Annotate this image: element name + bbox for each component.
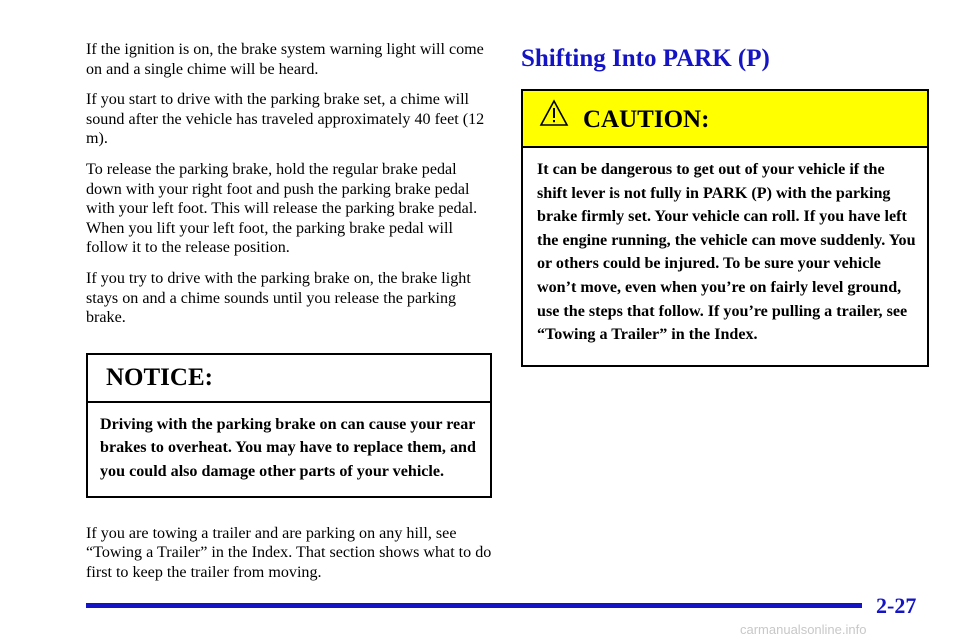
right-column bbox=[521, 40, 929, 367]
paragraph-towing-trailer: If you are towing a trailer and are parking on any hill, see “Towing a Trailer” in the Index. That section shows what to do first to keep the trailer from moving. bbox=[86, 524, 492, 581]
caution-box bbox=[521, 89, 929, 367]
paragraph-chime-travel: If you start to drive with the parking brake set, a chime will sound after the vehicle has traveled approximately 40 feet (12 m). bbox=[86, 91, 485, 148]
notice-box bbox=[86, 353, 492, 498]
watermark: carmanualsonline.info bbox=[740, 622, 867, 637]
page-number: 2-27 bbox=[876, 593, 917, 618]
warning-triangle-icon bbox=[539, 99, 569, 127]
caution-title: CAUTION: bbox=[583, 106, 710, 133]
caution-body: It can be dangerous to get out of your vehicle if the shift lever is not fully in PARK (P) with the parking brake firmly set. Your vehicle can roll. If you have left the engine running, the vehicle can move suddenly. You or others could be injured. To be sure your vehicle won’t move, even when you’re on fairly level ground, use the steps that follow. If you’re pulling a trailer, see “Towing a Trailer” in the Index. bbox=[537, 161, 916, 344]
notice-body: Driving with the parking brake on can cause your rear brakes to overheat. You may have to replace them, and you could also damage other parts of your vehicle. bbox=[100, 415, 476, 480]
section-title: Shifting Into PARK (P) bbox=[521, 45, 770, 72]
caution-header bbox=[523, 91, 927, 148]
footer-rule bbox=[86, 603, 862, 608]
paragraph-drive-with-brake: If you try to drive with the parking brake on, the brake light stays on and a chime sounds until you release the parking brake. bbox=[86, 269, 471, 327]
left-column bbox=[86, 40, 492, 593]
paragraph-ignition-warning: If the ignition is on, the brake system warning light will come on and a single chime will be heard. bbox=[86, 41, 484, 78]
notice-title: NOTICE: bbox=[88, 355, 490, 403]
paragraph-release-brake: To release the parking brake, hold the regular brake pedal down with your right foot and push the parking brake pedal with your left foot. This will release the parking brake pedal. When you lift your left foot, the parking brake pedal will follow it to the release position. bbox=[86, 160, 478, 257]
